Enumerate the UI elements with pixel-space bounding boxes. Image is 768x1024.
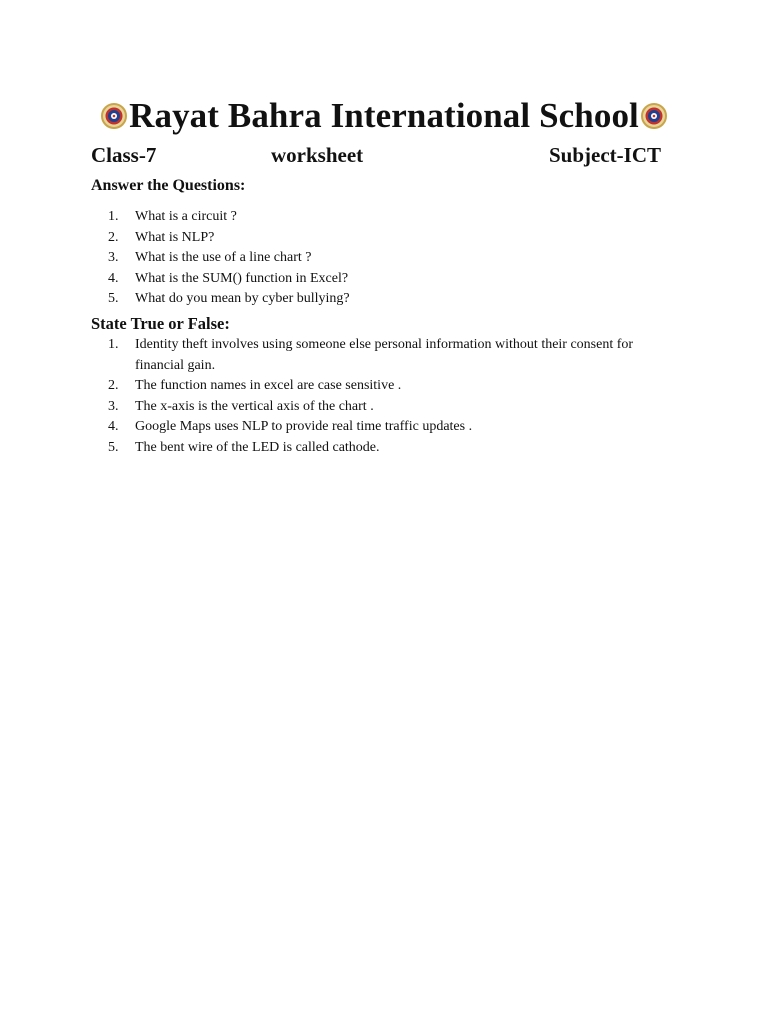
school-header xyxy=(0,94,768,138)
item-number: 5. xyxy=(108,291,119,307)
item-number: 4. xyxy=(108,419,119,435)
item-text: What is a circuit ? xyxy=(135,209,237,224)
list-item xyxy=(108,417,680,438)
list-item xyxy=(108,289,680,310)
questions-list xyxy=(108,207,680,310)
item-text: The function names in excel are case sensitive . xyxy=(135,378,402,394)
item-text: What is the use of a line chart ? xyxy=(135,250,312,266)
list-item xyxy=(108,248,680,269)
list-item xyxy=(108,376,680,397)
list-item xyxy=(108,335,680,376)
true-false-heading: State True or False: xyxy=(91,314,230,333)
item-number: 1. xyxy=(108,209,119,224)
item-number: 3. xyxy=(108,250,119,266)
list-item xyxy=(108,207,680,228)
item-number: 2. xyxy=(108,229,119,245)
item-number: 4. xyxy=(108,270,119,286)
class-label: Class-7 xyxy=(91,143,157,167)
item-number: 5. xyxy=(108,439,119,455)
school-emblem-icon xyxy=(641,103,667,129)
worksheet-subheader xyxy=(91,142,661,168)
list-item xyxy=(108,269,680,290)
item-text: The bent wire of the LED is called cathode. xyxy=(135,439,380,455)
worksheet-label: worksheet xyxy=(271,143,364,167)
item-text: What do you mean by cyber bullying? xyxy=(135,291,350,307)
item-text: What is the SUM() function in Excel? xyxy=(135,270,349,286)
item-text: Google Maps uses NLP to provide real time traffic updates . xyxy=(135,419,473,435)
subject-label: Subject-ICT xyxy=(548,143,661,167)
answer-questions-heading: Answer the Questions: xyxy=(91,177,246,194)
item-text: The x-axis is the vertical axis of the chart . xyxy=(135,398,374,414)
school-name: Rayat Bahra International School xyxy=(129,96,639,135)
item-number: 1. xyxy=(108,337,119,352)
list-item xyxy=(108,438,680,459)
item-text: Identity theft involves using someone else personal information without their consent for financial gain. xyxy=(135,337,634,373)
list-item xyxy=(108,228,680,249)
item-number: 2. xyxy=(108,378,119,394)
item-text: What is NLP? xyxy=(135,229,215,245)
item-number: 3. xyxy=(108,398,119,414)
true-false-list xyxy=(108,335,680,459)
school-emblem-icon xyxy=(101,103,127,129)
list-item xyxy=(108,397,680,418)
